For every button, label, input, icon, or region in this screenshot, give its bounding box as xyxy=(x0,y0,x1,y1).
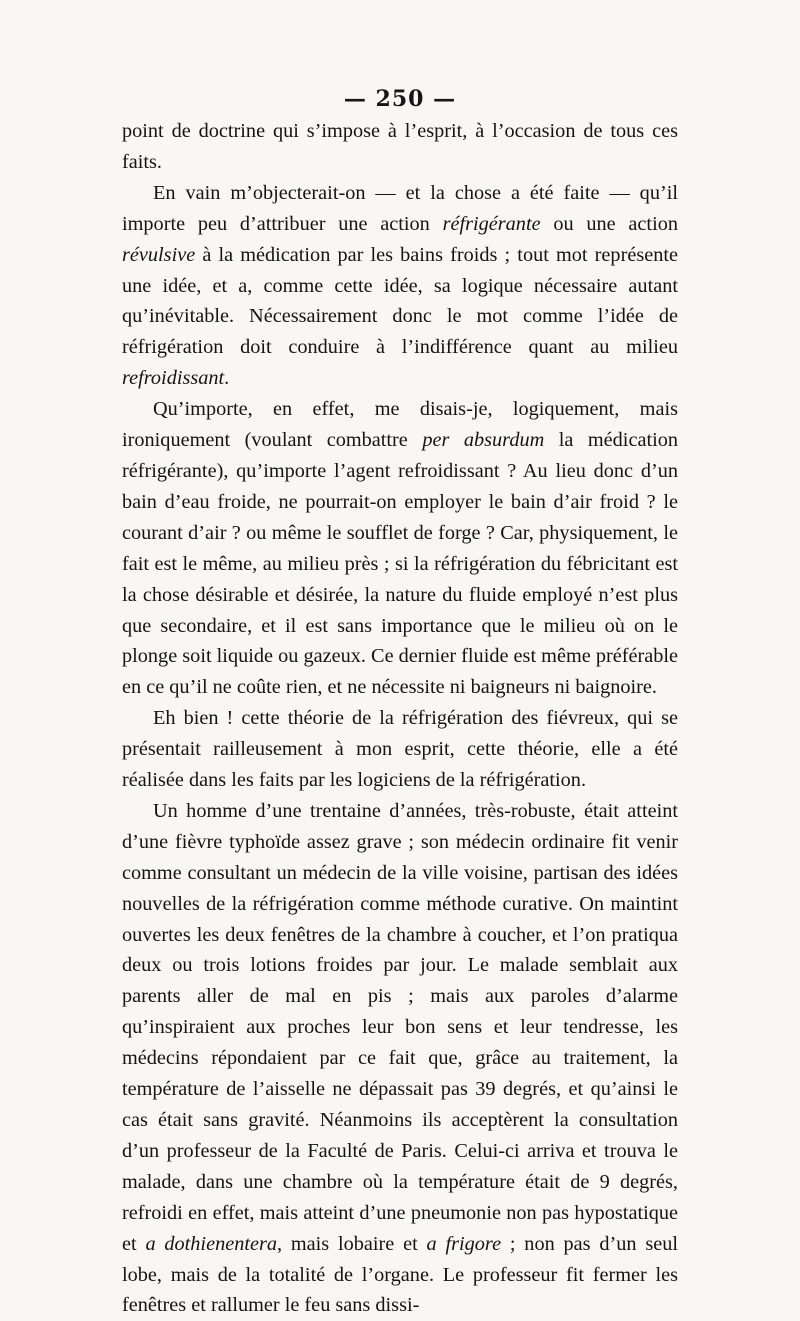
text-run: Un homme d’une trentaine d’années, très-robuste, était atteint d’une fièvre typhoïde assez grave ; son médecin ordinaire fit venir comme consultant un médecin de la ville voisine, partisan des idées nouvelles de la réfrigération comme méthode curative. On maintint ouvertes les deux fenêtres de la chambre à coucher, et l’on pratiqua deux ou trois lotions froides par jour. Le malade semblait aux parents aller de mal en pis ; mais aux paroles d’alarme qu’inspiraient aux proches leur bon sens et leur tendresse, les médecins répondaient par ce fait que, grâce au traitement, la température de l’aisselle ne dépassait pas 39 degrés, et qu’ainsi le cas était sans gravité. Néanmoins ils acceptèrent la consultation d’un professeur de la Faculté de Paris. Celui-ci arriva et trouva le malade, dans une chambre où la température était de 9 degrés, refroidi en effet, mais atteint d’une pneumonie non pas hypostatique et xyxy=(122,799,678,1255)
italic-phrase: a dothienentera xyxy=(145,1232,278,1255)
text-run: à la médication par les bains froids ; tout mot représente une idée, et a, comme cette idée, sa logique nécessaire autant qu’inévitable. Nécessairement donc le mot comme l’idée de réfrigération doit conduire à l’indifférence quant au milieu xyxy=(122,243,678,359)
text-run: point de doctrine qui s’impose à l’esprit, à l’occasion de tous ces faits. xyxy=(122,120,678,173)
text-run: ou une action xyxy=(540,212,678,235)
text-run: la médication réfrigérante), qu’importe l’agent refroidissant ? Au lieu donc d’un bain d’eau froide, ne pourrait-on employer le bain d’air froid ? le courant d’air ? ou même le soufflet de forge ? Car, physiquement, le fait est le même, au milieu près ; si la réfrigération du fébricitant est la chose désirable et désirée, la nature du fluide employé n’est plus que secondaire, et il est sans importance que le milieu où on le plonge soit liquide ou gazeux. Ce dernier fluide est même préférable en ce qu’il ne coûte rien, et ne nécessite ni baigneurs ni baignoire. xyxy=(122,429,678,699)
text-run: Qu’importe, en effet, me disais-je, logiquement, mais ironiquement (voulant combattre xyxy=(122,398,678,452)
body-text xyxy=(122,116,678,1321)
text-run: En vain m’objecterait-on — et la chose a été faite — qu’il importe peu d’attribuer une action xyxy=(122,181,678,235)
italic-phrase: révulsive xyxy=(122,243,196,266)
text-run: . xyxy=(224,367,230,390)
page-number: — 250 — xyxy=(343,86,457,112)
paragraph xyxy=(122,703,678,796)
text-run: ; non pas d’un seul lobe, mais de la totalité de l’organe. Le professeur fit fermer les fenêtres et rallumer le feu sans dissi- xyxy=(122,1232,678,1317)
italic-phrase: a frigore xyxy=(426,1232,502,1255)
paragraph xyxy=(122,178,678,394)
text-run: , mais lobaire et xyxy=(277,1232,427,1255)
paragraph xyxy=(122,394,678,703)
paragraph xyxy=(122,116,678,178)
text-run: Eh bien ! cette théorie de la réfrigération des fiévreux, qui se présentait railleusement à mon esprit, cette théorie, elle a été réalisée dans les faits par les logiciens de la réfrigération. xyxy=(122,707,678,792)
italic-phrase: réfrigérante xyxy=(442,212,541,235)
italic-phrase: refroidissant xyxy=(122,367,225,390)
paragraph xyxy=(122,796,678,1321)
italic-phrase: per absurdum xyxy=(422,429,545,452)
